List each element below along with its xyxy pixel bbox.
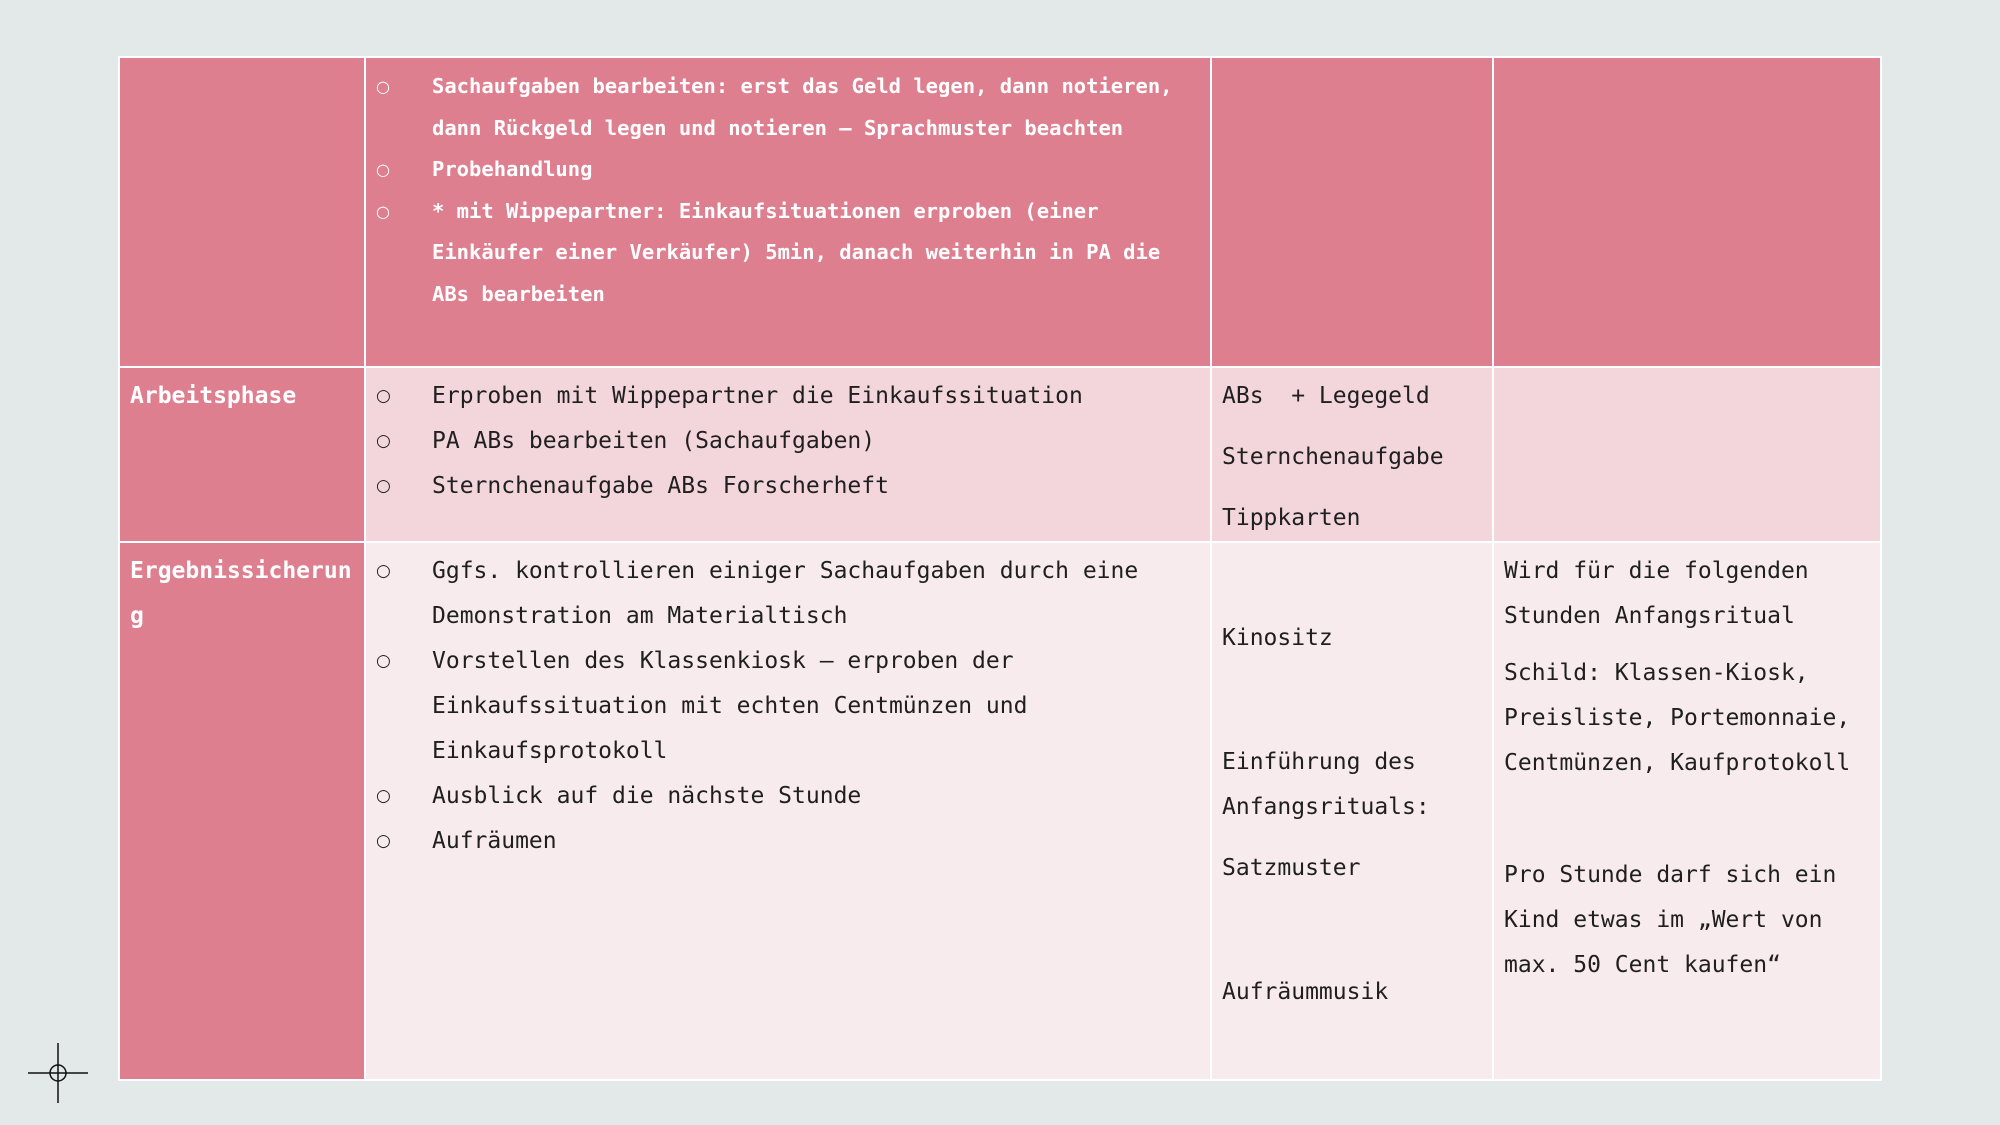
crosshair-icon[interactable] [28, 1043, 88, 1103]
material-text: Tippkarten [1222, 505, 1361, 531]
lesson-plan-table [118, 56, 1882, 1081]
bullet-icon: ○ [376, 201, 390, 221]
phase-cell [119, 367, 365, 542]
list-item [366, 66, 1210, 149]
list-item [366, 464, 1210, 509]
material-text: Einführung des Anfangsrituals: [1222, 749, 1430, 820]
list-item [366, 149, 1210, 191]
list-item [366, 819, 1210, 864]
bullet-icon: ○ [376, 386, 391, 406]
activity-text: Probehandlung [432, 157, 593, 181]
activity-text: Aufräumen [432, 828, 557, 854]
materials-cell [1211, 367, 1493, 542]
list-item [366, 191, 1210, 316]
note-text: Schild: Klassen-Kiosk, Preisliste, Portemonnaie, Centmünzen, Kaufprotokoll [1504, 660, 1851, 776]
activity-text: Erproben mit Wippepartner die Einkaufssituation [432, 383, 1083, 409]
list-item [366, 774, 1210, 819]
bullet-icon: ○ [376, 786, 391, 806]
phase-cell [119, 57, 365, 367]
activity-list [366, 368, 1210, 509]
activity-text: Sachaufgaben bearbeiten: erst das Geld legen, dann notieren, dann Rückgeld legen und notieren – Sprachmuster beachten [432, 74, 1173, 140]
activities-cell [365, 542, 1211, 1080]
activity-text: Ausblick auf die nächste Stunde [432, 783, 862, 809]
activity-text: PA ABs bearbeiten (Sachaufgaben) [432, 428, 876, 454]
material-text: Aufräummusik [1222, 979, 1389, 1005]
bullet-icon: ○ [376, 831, 391, 851]
activity-text: Sternchenaufgabe ABs Forscherheft [432, 473, 889, 499]
list-item [366, 374, 1210, 419]
activity-text: Ggfs. kontrollieren einiger Sachaufgaben durch eine Demonstration am Materialtisch [432, 558, 1139, 629]
phase-label: Ergebnissicherung [130, 558, 352, 629]
bullet-icon: ○ [376, 160, 390, 179]
material-text: Sternchenaufgabe [1222, 444, 1444, 470]
bullet-icon: ○ [376, 476, 391, 496]
activities-cell [365, 57, 1211, 367]
notes-cell [1493, 367, 1881, 542]
activity-list [366, 543, 1210, 864]
list-item [366, 419, 1210, 464]
bullet-icon: ○ [376, 651, 391, 671]
bullet-icon: ○ [376, 77, 390, 96]
bullet-icon: ○ [376, 431, 391, 451]
activities-cell [365, 367, 1211, 542]
phase-label [120, 58, 364, 64]
table-row [119, 542, 1881, 1080]
material-text: Satzmuster [1222, 855, 1361, 881]
list-item [366, 549, 1210, 639]
activity-text: * mit Wippepartner: Einkaufsituationen erproben (einer Einkäufer einer Verkäufer) 5min, danach weiterhin in PA die ABs bearbeiten [432, 198, 1161, 306]
list-item [366, 639, 1210, 774]
table-row [119, 57, 1881, 367]
activity-text: Vorstellen des Klassenkiosk – erproben der Einkaufssituation mit echten Centmünzen und Einkaufsprotokoll [432, 648, 1028, 764]
note-text: Pro Stunde darf sich ein Kind etwas im „Wert von max. 50 Cent kaufen“ [1504, 862, 1837, 978]
phase-cell [119, 542, 365, 1080]
activity-list [366, 58, 1210, 315]
note-text: Wird für die folgenden Stunden Anfangsritual [1504, 558, 1809, 629]
materials-cell [1211, 57, 1493, 367]
notes-cell [1493, 542, 1881, 1080]
materials-cell [1211, 542, 1493, 1080]
material-text: ABs + Legegeld [1222, 383, 1430, 409]
table-row [119, 367, 1881, 542]
material-text: Kinositz [1222, 625, 1333, 651]
notes-cell [1493, 57, 1881, 367]
phase-label: Arbeitsphase [130, 383, 297, 409]
bullet-icon: ○ [376, 561, 391, 581]
